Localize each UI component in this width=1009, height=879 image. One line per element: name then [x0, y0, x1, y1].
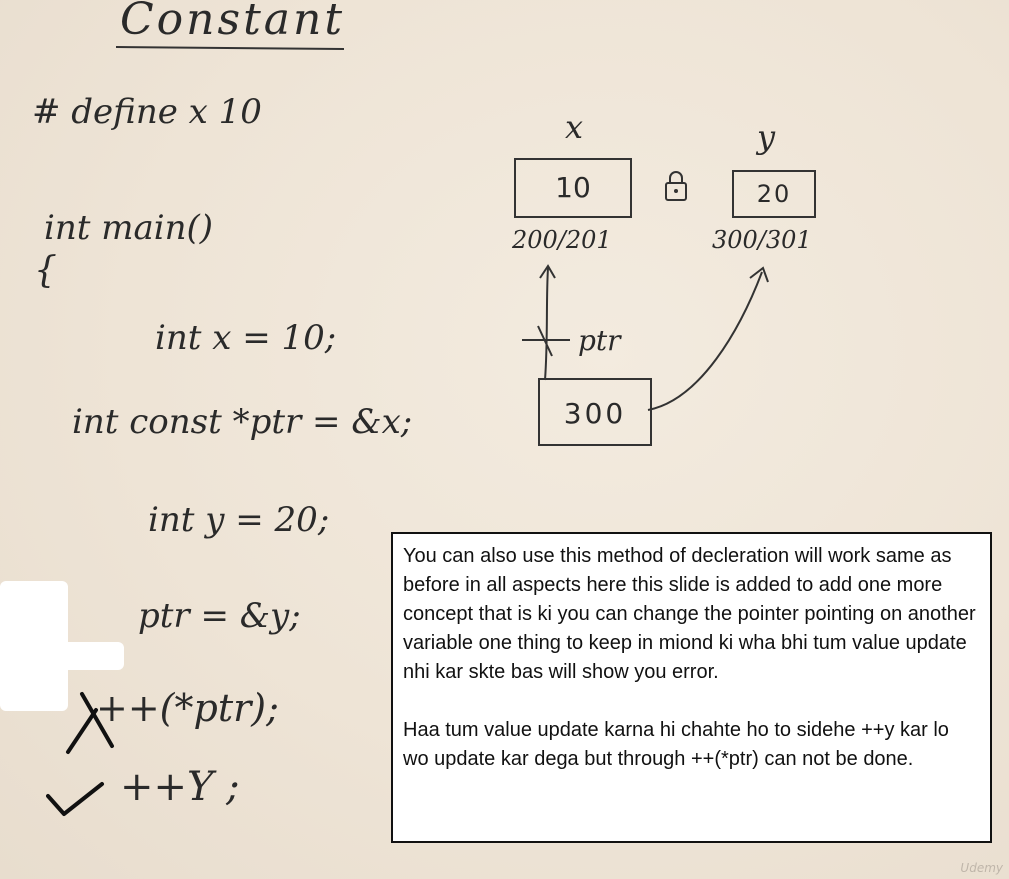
udemy-watermark: Udemy	[960, 861, 1003, 875]
code-increment-y: ++Y ;	[120, 764, 240, 810]
memory-box-x: 10	[514, 158, 632, 218]
address-x: 200/201	[512, 226, 612, 254]
code-increment-ptr: ++(*ptr);	[96, 686, 279, 730]
code-main-line: int main()	[44, 208, 214, 248]
white-patch	[0, 642, 124, 670]
code-assign-ptr: ptr = &y;	[138, 596, 301, 636]
ptr-to-y-arrow	[648, 272, 762, 410]
memory-box-y: 20	[732, 170, 816, 218]
memory-box-ptr: 300	[538, 378, 652, 446]
code-decl-ptr: int const *ptr = &x;	[72, 402, 413, 442]
code-define-line: # define x 10	[32, 92, 262, 132]
note-paragraph-2: Haa tum value update karna hi chahte ho to sidehe ++y kar lo wo update kar dega but through ++(*ptr) can not be done.	[403, 719, 949, 770]
diagram-y-label: y	[757, 118, 776, 156]
slide-title: Constant	[120, 0, 346, 45]
code-decl-y: int y = 20;	[148, 500, 330, 540]
diagram-x-label: x	[565, 108, 584, 146]
ptr-to-x-arrow	[545, 268, 548, 380]
explanation-note	[391, 532, 992, 843]
note-paragraph-1: You can also use this method of decleration will work same as before in all aspects here this slide is added to add one more concept that is ki you can change the pointer pointing on another variable one thing to keep in miond ki wha bhi tum value update nhi kar skte bas will show you error.	[403, 545, 976, 683]
diagram-ptr-label: ptr	[578, 324, 621, 357]
address-y: 300/301	[712, 226, 812, 254]
code-open-brace: {	[34, 250, 57, 291]
code-decl-x: int x = 10;	[155, 318, 337, 358]
